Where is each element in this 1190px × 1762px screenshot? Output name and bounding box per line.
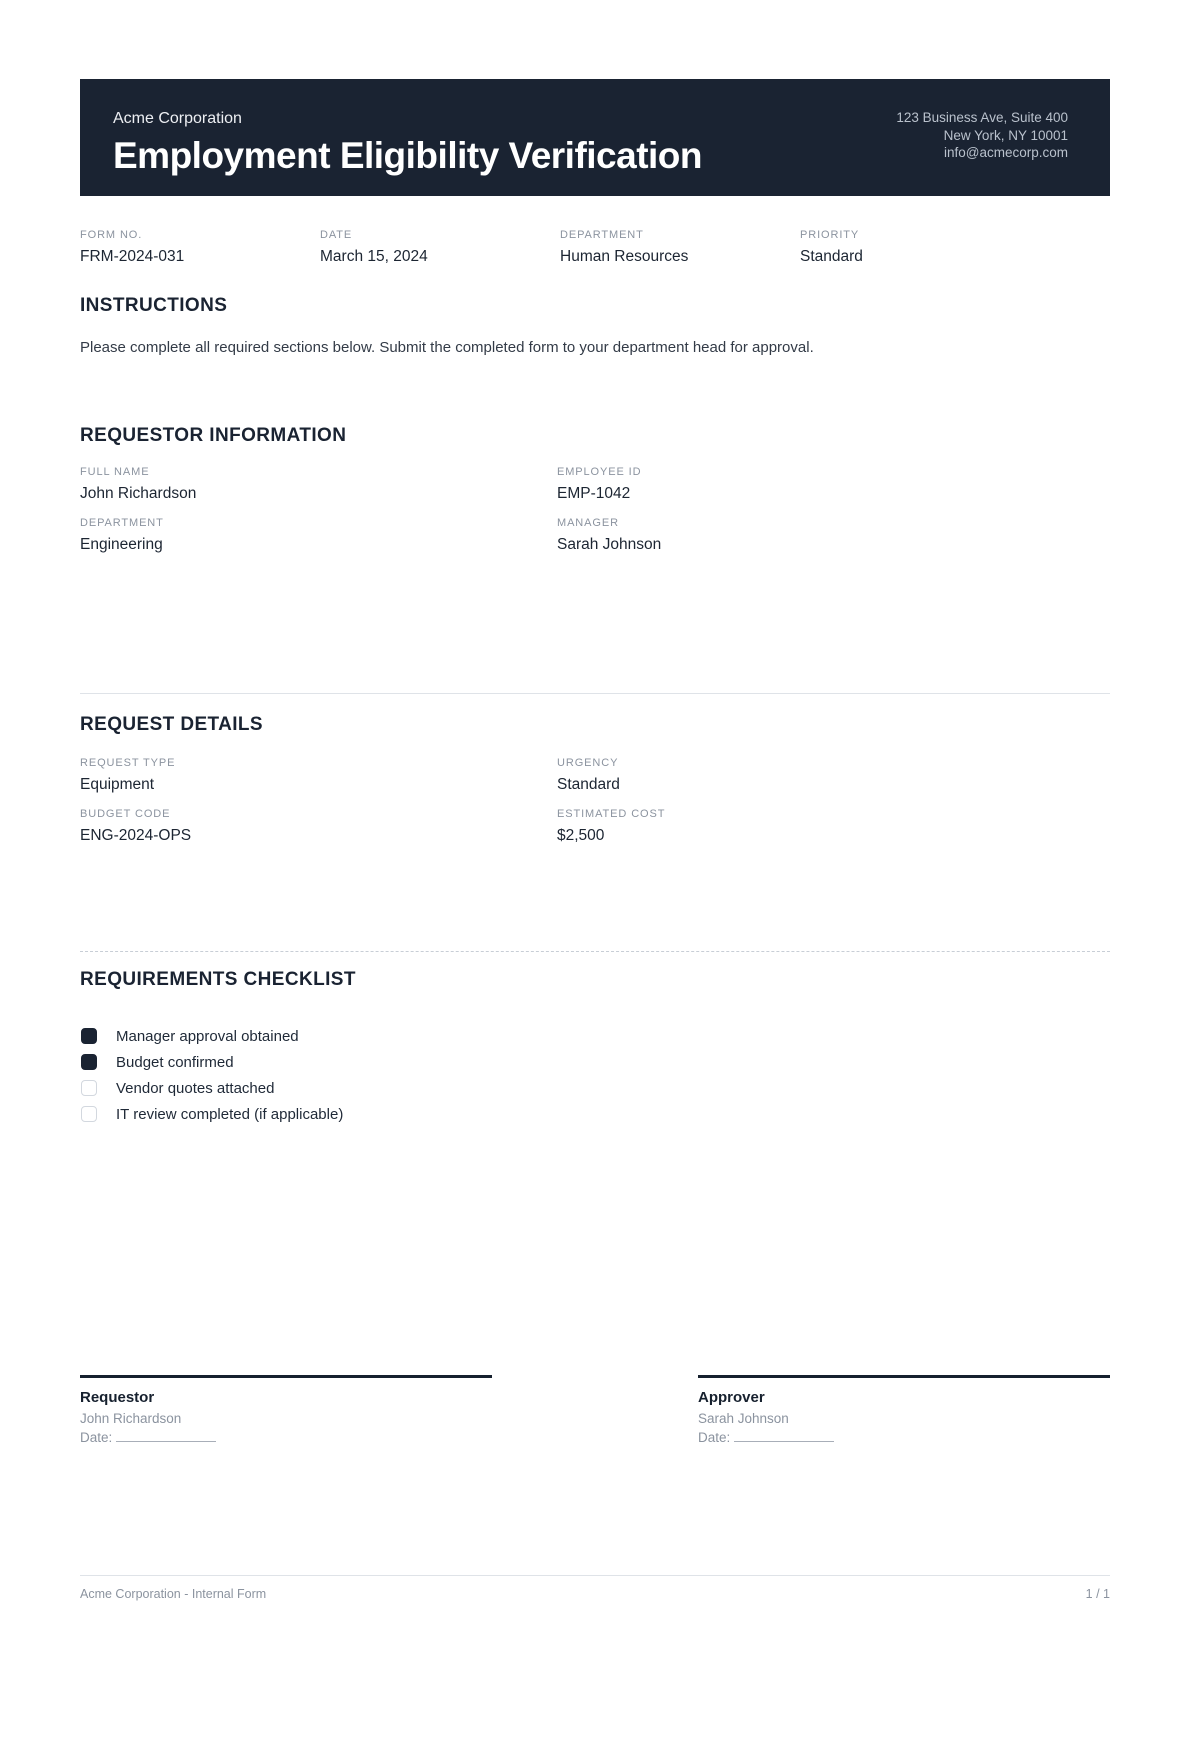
- field-value: EMP-1042: [557, 485, 631, 503]
- field-label: REQUEST TYPE: [80, 757, 176, 770]
- checklist-item-label: Budget confirmed: [116, 1053, 234, 1071]
- field-manager: [557, 517, 1034, 555]
- company-address: [896, 109, 1068, 162]
- company-name: Acme Corporation: [113, 110, 242, 127]
- field-form-no: [80, 229, 320, 267]
- field-request-type: [80, 757, 557, 795]
- signature-role: Approver: [698, 1389, 765, 1406]
- field-value: $2,500: [557, 826, 605, 844]
- instructions-text: Please complete all required sections below. Submit the completed form to your department head for approval.: [80, 339, 814, 357]
- section-divider: [80, 693, 1110, 694]
- instructions-section: [80, 295, 1110, 359]
- section-divider-dashed: [80, 951, 1110, 952]
- requestor-signature-block: [80, 1375, 492, 1448]
- field-value: FRM-2024-031: [80, 248, 185, 266]
- signature-date: [698, 1429, 1110, 1448]
- signature-row: [80, 1375, 1110, 1448]
- field-label: EMPLOYEE ID: [557, 466, 642, 479]
- signature-name: John Richardson: [80, 1410, 182, 1426]
- field-value: March 15, 2024: [320, 248, 428, 266]
- requirements-checklist-heading: REQUIREMENTS CHECKLIST: [80, 969, 356, 991]
- checkbox-budget-confirmed[interactable]: [81, 1054, 97, 1070]
- field-label: URGENCY: [557, 757, 619, 770]
- requirements-checklist-section: [80, 969, 1110, 1127]
- checkbox-manager-approval[interactable]: [81, 1028, 97, 1044]
- checklist: [80, 1023, 1110, 1127]
- address-line-1: 123 Business Ave, Suite 400: [896, 110, 1068, 125]
- checklist-item-label: Vendor quotes attached: [116, 1079, 275, 1097]
- header-title-block: [113, 109, 702, 177]
- checklist-item-label: IT review completed (if applicable): [116, 1105, 344, 1123]
- date-blank-line: [734, 1431, 834, 1442]
- request-details-heading: REQUEST DETAILS: [80, 714, 263, 736]
- checklist-item-label: Manager approval obtained: [116, 1027, 299, 1045]
- field-value: ENG-2024-OPS: [80, 826, 192, 844]
- field-priority: [800, 229, 1040, 267]
- requestor-information-heading: REQUESTOR INFORMATION: [80, 425, 347, 447]
- field-value: Sarah Johnson: [557, 535, 662, 553]
- page-footer: [80, 1575, 1110, 1601]
- request-details-fields: [80, 757, 1110, 845]
- field-label: MANAGER: [557, 516, 619, 529]
- checklist-item-manager-approval: [80, 1023, 1110, 1049]
- requestor-fields: [80, 466, 1110, 554]
- field-label: FORM NO.: [80, 229, 143, 241]
- requestor-information-section: [80, 425, 1110, 554]
- form-title: Employment Eligibility Verification: [113, 135, 703, 177]
- field-label: FULL NAME: [80, 466, 150, 479]
- field-label: ESTIMATED COST: [557, 807, 666, 820]
- field-label: DATE: [320, 229, 353, 241]
- field-label: PRIORITY: [800, 229, 860, 241]
- approver-signature-block: [698, 1375, 1110, 1448]
- date-label: Date:: [80, 1430, 113, 1446]
- field-value: Standard: [557, 776, 620, 794]
- field-employee-id: [557, 466, 1034, 504]
- page-number: 1 / 1: [1085, 1587, 1110, 1602]
- checklist-item-budget-confirmed: [80, 1049, 1110, 1075]
- field-label: DEPARTMENT: [80, 516, 164, 529]
- field-department: [560, 229, 800, 267]
- form-page: [0, 79, 1190, 1762]
- field-full-name: [80, 466, 557, 504]
- field-value: Engineering: [80, 535, 163, 553]
- field-requestor-department: [80, 517, 557, 555]
- checkbox-it-review[interactable]: [81, 1106, 97, 1122]
- address-line-2: New York, NY 10001: [943, 127, 1068, 143]
- field-budget-code: [80, 808, 557, 846]
- field-value: Equipment: [80, 776, 155, 794]
- checklist-item-vendor-quotes: [80, 1075, 1110, 1101]
- field-urgency: [557, 757, 1034, 795]
- signature-name: Sarah Johnson: [698, 1410, 789, 1426]
- date-blank-line: [116, 1431, 216, 1442]
- field-label: DEPARTMENT: [560, 229, 644, 241]
- signature-date: [80, 1429, 492, 1448]
- field-date: [320, 229, 560, 267]
- field-value: Human Resources: [560, 248, 689, 266]
- signature-role: Requestor: [80, 1389, 155, 1406]
- footer-left-text: Acme Corporation - Internal Form: [80, 1587, 267, 1602]
- field-estimated-cost: [557, 808, 1034, 846]
- field-value: Standard: [800, 248, 863, 266]
- field-value: John Richardson: [80, 485, 197, 503]
- checklist-item-it-review: [80, 1101, 1110, 1127]
- date-label: Date:: [698, 1430, 731, 1446]
- form-header: [80, 79, 1110, 196]
- field-label: BUDGET CODE: [80, 807, 171, 820]
- checkbox-vendor-quotes[interactable]: [81, 1080, 97, 1096]
- address-line-3: info@acmecorp.com: [944, 145, 1068, 161]
- request-details-section: [80, 714, 1110, 845]
- form-meta-row: [80, 229, 1110, 267]
- instructions-heading: INSTRUCTIONS: [80, 294, 228, 316]
